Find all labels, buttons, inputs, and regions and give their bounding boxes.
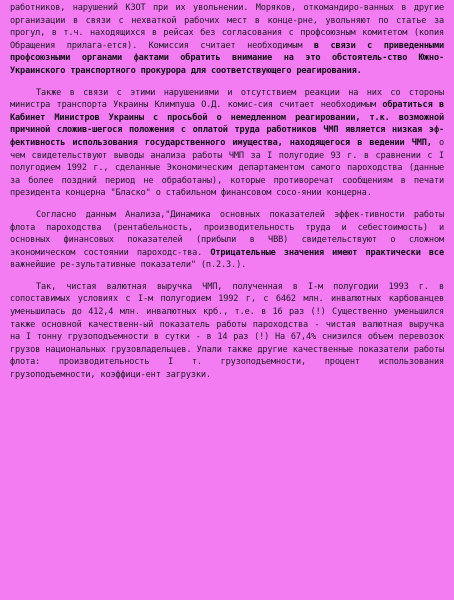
paragraph-1 (10, 2, 444, 78)
emphasis-run: в связи с приведенными профсоюзными органами фактами обратить внимание на это обстоятель-ство Южно-Украинского транспортного прокурора для соответствующего реагирования. (10, 40, 444, 76)
text-run: Согласно данным Анализа,"Динамика основных показателей эффек-тивности работы флота пароходства (рентабельность, производительность труда и себестоимость) и основных финансовых показателей (прибыли в ЧВВ) свидетельствуют о сложном экономическом состоянии пароходс-тва. (10, 209, 444, 258)
text-run: работников, нарушений КЗОТ при их увольнении. Моряков, откомандиро-ванных в другие организации в связи с нехваткой рабочих мест в конце-рне, увольняют по статье за прогул, в т.ч. находящихся в рейсах без согласования с профсоюзным комитетом (копия Обращения прилага-ется). Комиссия считает необходимым (10, 3, 444, 51)
text-run: о чем свидетельствуют выводы анализа работы ЧМП за I полугодие 93 г. в сравнении с I полугодием 1992 г., сделанные Экономическим департаментом самого пароходства (данные за более поздний период не обработаны), которые противоречат сообщениям в печати президента концерна "Бласко" о стабильном финансовом сосо-янии концерна. (10, 137, 444, 199)
emphasis-run: обратиться в Кабинет Министров Украины с просьбой о немедленном реагировании, т.к. возможной причиной сложив-шегося положения с оплатой труда работников ЧМП является низкая эф-фективность использования государственного имущества, находящегося в ведении ЧМП, (10, 100, 444, 148)
text-run: Так, чистая валютная выручка ЧМП, полученная в I-м полугодии 1993 г. в сопоставимых условиях с I-м полугодием 1992 г, с 6462 млн. инвалютных карбованцев уменьшилась до 412,4 млн. инвалютных крб., т.е. в 16 раз (!) Существенно уменьшился также основной качественн-ый показатель работы пароходства - чистая валютная выручка на I тонну грузоподъемности в сутки - в 14 раз (!) На 67,4% снизился объем перевозок грузов национальных грузовладельцев. Упали также другие качественные показатели работы флота: производительность I т. грузоподъемности, процент использования грузоподъемности, коэффици-ент загрузки. (10, 281, 444, 381)
paragraph-4 (10, 281, 444, 382)
text-run: Также в связи с этими нарушениями и отсутствием реакции на них со стороны министра транспорта Украины Климпуша О.Д. комис-сия считает необходимым (10, 87, 444, 111)
paragraph-2 (10, 87, 444, 200)
text-run: важнейшие ре-зультативные показатели" (п.2.3.). (10, 260, 247, 271)
emphasis-run: Отрицательные значения имеют практически все (210, 247, 444, 258)
paragraph-3 (10, 209, 444, 272)
